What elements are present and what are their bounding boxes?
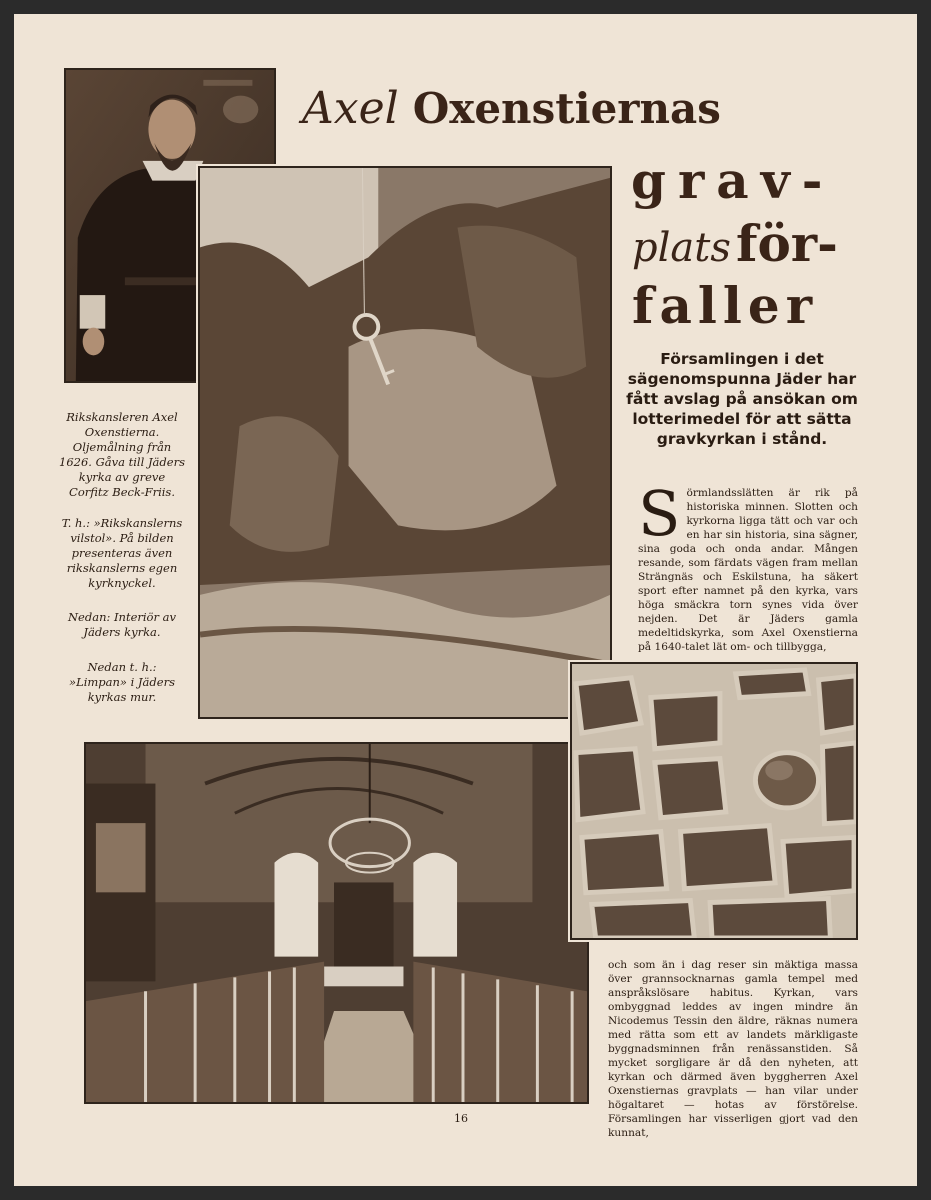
- title-line-1: [302, 84, 721, 134]
- lead-paragraph: Församlingen i det sägenomspunna Jäder har fått avslag på ansökan om lotterimedel för att sätta gravkyrkan i stånd.: [626, 350, 858, 448]
- title-script-axel: Axel: [302, 83, 399, 134]
- caption-interior: Nedan: Interiör av Jäders kyrka.: [67, 610, 176, 639]
- magazine-page: [14, 14, 917, 1186]
- article-paragraph-1-text: örmlandsslätten är rik på historiska minnen. Slotten och kyrkorna ligga tätt och var och en har sin historia, sina sägner, sina goda och onda andar. Mången resande, som färdats vägen fram mellan Strängnäs och Eskilstuna, ha säkert sport efter namnet på den kyrka, vars höga smäckra torn synes vida över nejden. Det är Jäders gamla medeltidskyrka, som Axel Oxenstierna på 1640-talet lät om- och tillbygga,: [638, 487, 858, 653]
- title-oxenstiernas: Oxenstiernas: [412, 84, 721, 133]
- title-for: för-: [735, 214, 838, 273]
- page-number: 16: [454, 1112, 468, 1125]
- title-grav: grav-: [631, 151, 835, 210]
- article-paragraph-2: och som än i dag reser sin mäktiga massa över grannsocknarnas gamla tempel med anspråkslösare habitus. Kyrkan, vars ombyggnad leddes av ingen mindre än Nicodemus Tessin den äldre, räknas numera med rätta som ett av landets märkligaste byggnadsminnen från renässanstiden. Så mycket sorgligare är då den nyheten, att kyrkan och därmed även byggherren Axel Oxenstiernas gravplats — han vilar under högaltaret — hotas av förstörelse. Församlingen har visserligen gjort vad den kunnat,: [608, 959, 858, 1139]
- stone-wall-photo: [570, 662, 858, 940]
- article-paragraph-1: [638, 477, 858, 654]
- title-line-3: [632, 216, 838, 284]
- drop-cap: S: [638, 477, 681, 550]
- caption-chair: T. h.: »Rikskanslerns vilstol». På bilden presenteras även rikskanslerns egen kyrknyckel.: [61, 516, 183, 590]
- caption-portrait: Rikskansleren Axel Oxenstierna. Oljemålning från 1626. Gåva till Jäders kyrka av greve Corfitz Beck-Friis.: [59, 410, 185, 499]
- title-faller: faller: [632, 276, 819, 335]
- rock-chair-photo: [198, 166, 612, 719]
- caption-wall: Nedan t. h.: »Limpan» i Jäders kyrkas mur.: [69, 660, 175, 704]
- title-script-plats: plats: [632, 225, 731, 271]
- church-interior-photo: [84, 742, 589, 1104]
